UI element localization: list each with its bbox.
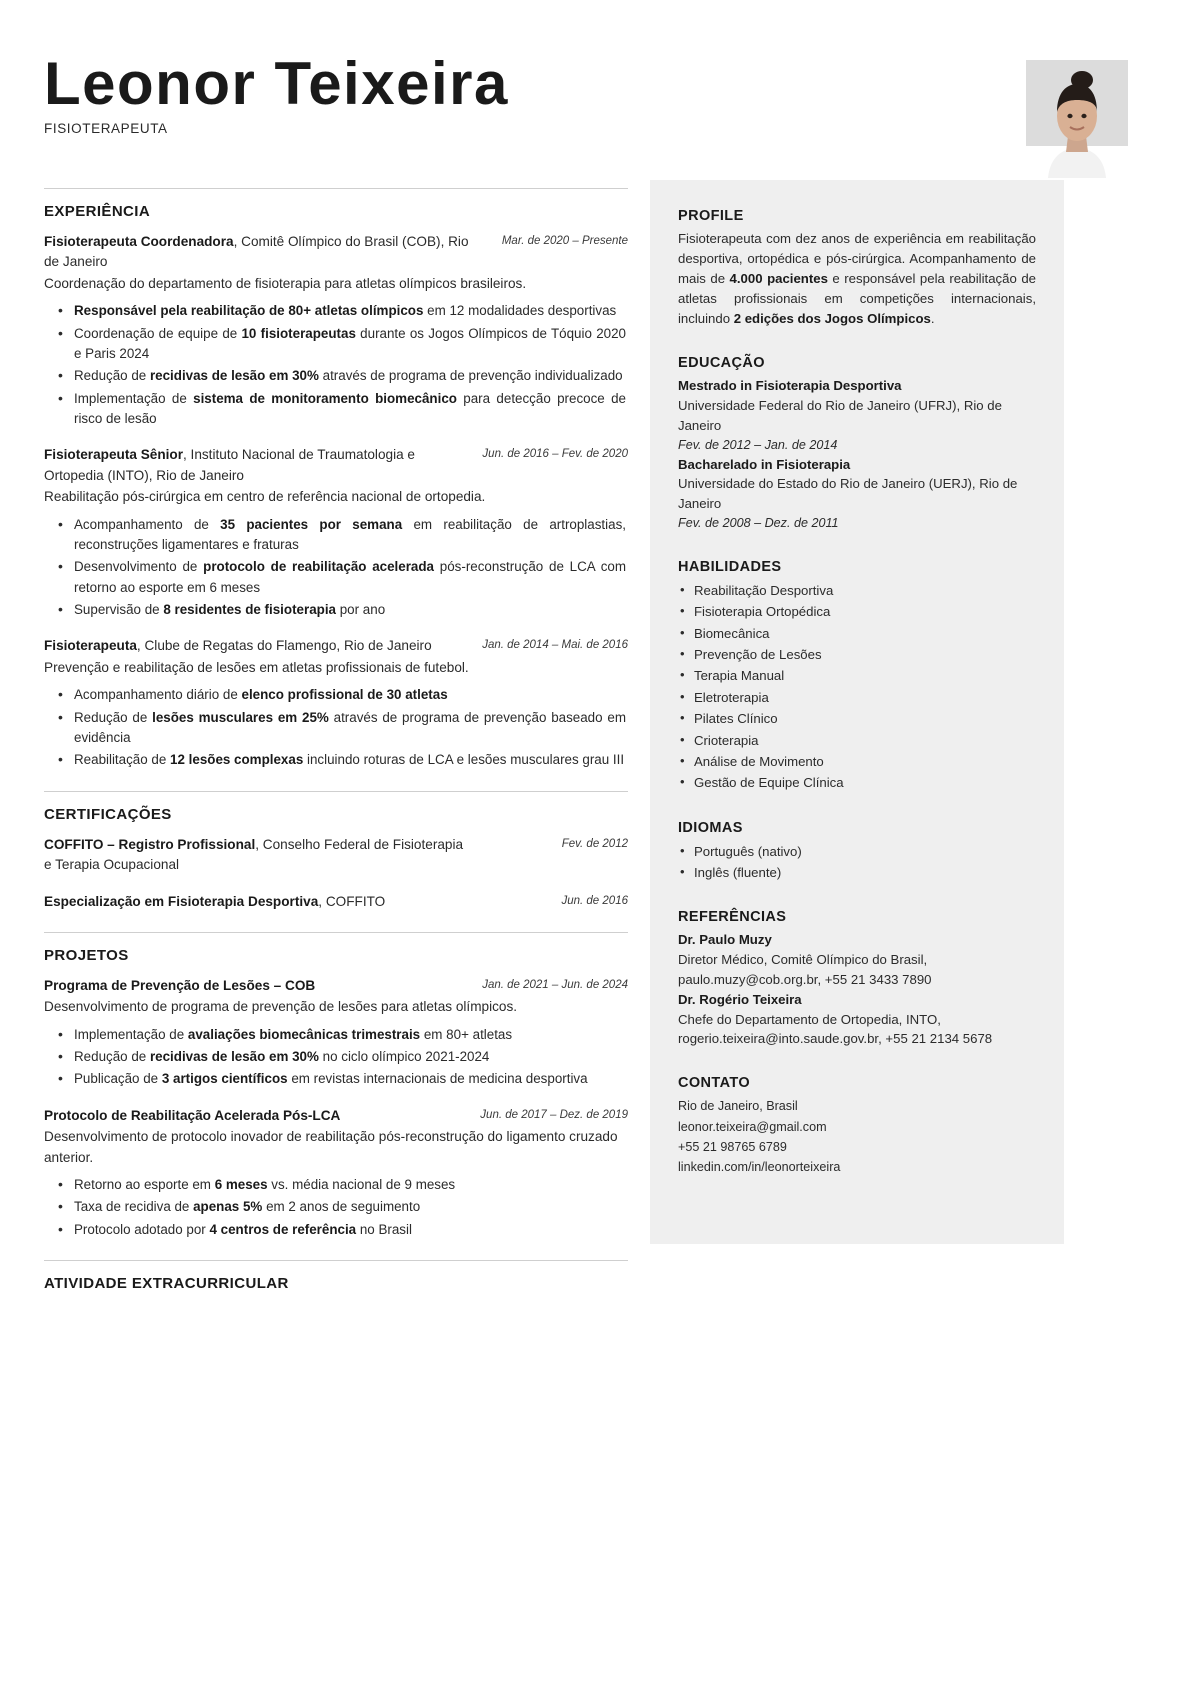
bullet-lead: Taxa de recidiva de — [74, 1199, 194, 1215]
list-item: • Crioterapia — [678, 730, 1036, 751]
bullet-lead: Reabilitação de — [74, 752, 171, 768]
entry-role: Fisioterapeuta — [44, 638, 137, 654]
entry-header — [44, 976, 628, 996]
avatar — [1026, 60, 1128, 178]
reference-role: Diretor Médico, Comitê Olímpico do Brasil, — [678, 952, 928, 968]
list-item: • Gestão de Equipe Clínica — [678, 772, 1036, 793]
bullet-rest: para detecção precoce de risco de lesão — [74, 390, 626, 427]
bullet-bold: apenas 5% — [193, 1199, 263, 1215]
contact-email[interactable]: leonor.teixeira@gmail.com — [678, 1119, 827, 1134]
entry-description: Desenvolvimento de programa de prevenção de lesões para atletas olímpicos. — [44, 999, 518, 1015]
entry-description: Desenvolvimento de protocolo inovador de reabilitação pós-reconstrução do ligamento cruzado anterior. — [44, 1129, 618, 1165]
bullet-bold: Responsável pela reabilitação de 80+ atletas olímpicos — [74, 303, 424, 319]
certification-entry — [44, 835, 628, 876]
profile-highlight-patients: 4.000 pacientes — [729, 271, 828, 287]
list-item — [44, 1220, 628, 1240]
entry-role: Fisioterapeuta Coordenadora — [44, 234, 234, 249]
list-item — [44, 366, 628, 386]
entry-bullet-list — [44, 1175, 628, 1240]
bullet-rest: em reabilitação de artroplastias, reconstruções ligamentares e fraturas — [74, 516, 626, 552]
skills-list — [678, 580, 1036, 794]
contact-linkedin[interactable]: linkedin.com/in/leonorteixeira — [678, 1160, 841, 1175]
sidebar-section-languages — [678, 820, 1036, 884]
sidebar-section-skills — [678, 559, 1036, 794]
list-item — [44, 1175, 628, 1195]
resume-body — [40, 180, 1150, 1304]
entry-role: COFFITO – Registro Profissional — [44, 836, 256, 852]
sidebar-heading-references: REFERÊNCIAS — [678, 909, 787, 926]
bullet-bold: lesões musculares em 25% — [152, 709, 329, 725]
entry-role: Especialização em Fisioterapia Desportiva — [44, 893, 319, 909]
bullet-bold: 3 artigos científicos — [161, 1071, 288, 1087]
section-divider — [44, 791, 628, 792]
entry-header — [44, 445, 628, 486]
reference-contact: rogerio.teixeira@into.saude.gov.br, +55 21 2134 5678 — [678, 1031, 993, 1047]
sidebar-section-profile — [678, 208, 1036, 329]
sidebar-section-references — [678, 909, 1036, 1049]
bullet-lead: Implementação de — [74, 390, 194, 406]
certification-entry — [44, 892, 628, 912]
entry-date: Mar. de 2020 – Presente — [501, 235, 628, 247]
bullet-rest: em revistas internacionais de medicina desportiva — [287, 1071, 588, 1087]
entry-role: Fisioterapeuta Sênior — [44, 447, 183, 463]
list-item: • Reabilitação Desportiva — [678, 580, 1036, 601]
section-heading-experience: EXPERIÊNCIA — [44, 203, 151, 220]
bullet-bold: 4 centros de referência — [209, 1221, 357, 1237]
education-date: Fev. de 2008 – Dez. de 2011 — [678, 515, 839, 530]
entry-org: , Clube de Regatas do Flamengo, Rio de Janeiro — [136, 638, 432, 654]
section-extracurricular — [40, 1260, 628, 1292]
reference-role: Chefe do Departamento de Ortopedia, INTO, — [678, 1011, 941, 1027]
portrait-photo-icon — [1026, 60, 1128, 178]
education-school: Universidade Federal do Rio de Janeiro (UFRJ), Rio de Janeiro — [678, 398, 1002, 433]
bullet-lead: Implementação de — [74, 1026, 188, 1042]
list-item — [44, 389, 628, 430]
entry-header — [44, 1106, 628, 1126]
reference-name: Dr. Paulo Muzy — [678, 932, 772, 948]
entry-org: , Comitê Olímpico do Brasil (COB), Rio de Janeiro — [44, 234, 469, 270]
list-item: • Biomecânica — [678, 623, 1036, 644]
reference-contact: paulo.muzy@cob.org.br, +55 21 3433 7890 — [678, 971, 932, 987]
entry-org: , Conselho Federal de Fisioterapia e Terapia Ocupacional — [44, 836, 464, 873]
section-heading-certifications: CERTIFICAÇÕES — [44, 805, 172, 823]
education-school: Universidade do Estado do Rio de Janeiro (UERJ), Rio de Janeiro — [678, 476, 1018, 512]
entry-date: Jun. de 2016 – Fev. de 2020 — [482, 448, 628, 461]
list-item: • Prevenção de Lesões — [678, 644, 1036, 665]
section-experience — [40, 188, 628, 771]
bullet-lead: Acompanhamento diário de — [74, 687, 242, 703]
sidebar-heading-languages: IDIOMAS — [678, 819, 743, 836]
sidebar-heading-profile: PROFILE — [678, 208, 744, 224]
entry-org: , COFFITO — [318, 893, 386, 909]
entry-date: Jun. de 2017 – Dez. de 2019 — [480, 1108, 628, 1121]
sidebar-heading-skills: HABILIDADES — [678, 558, 782, 575]
entry-role: Protocolo de Reabilitação Acelerada Pós-LCA — [44, 1107, 341, 1123]
entry-description: Reabilitação pós-cirúrgica em centro de referência nacional de ortopedia. — [44, 489, 486, 505]
bullet-bold: sistema de monitoramento biomecânico — [193, 390, 457, 406]
section-heading-extracurricular: ATIVIDADE EXTRACURRICULAR — [44, 1275, 289, 1293]
list-item: • Português (nativo) — [678, 841, 1036, 862]
entry-description: Prevenção e reabilitação de lesões em atletas profissionais de futebol. — [44, 659, 469, 675]
bullet-lead: Redução de — [74, 709, 153, 725]
bullet-bold: recidivas de lesão em 30% — [149, 368, 319, 384]
main-column — [40, 180, 636, 1304]
project-entry — [44, 976, 628, 1090]
reference-entry — [678, 930, 1036, 989]
list-item — [44, 324, 628, 365]
entry-title — [44, 892, 474, 912]
bullet-rest: através de programa de prevenção individualizado — [318, 368, 623, 384]
list-item — [44, 750, 628, 770]
section-divider — [44, 1260, 628, 1261]
bullet-rest: durante os Jogos Olímpicos de Tóquio 2020 e Paris 2024 — [74, 325, 626, 361]
entry-header — [44, 892, 628, 912]
bullet-lead: Supervisão de — [74, 602, 164, 618]
entry-title — [44, 976, 470, 996]
entry-bullet-list — [44, 301, 628, 429]
entry-title — [44, 1106, 468, 1126]
education-degree: Mestrado in Fisioterapia Desportiva — [678, 378, 902, 394]
bullet-rest: pós-reconstrução de LCA com retorno ao esporte em 6 meses — [74, 559, 627, 595]
entry-bullet-list — [44, 515, 628, 621]
profile-highlight-olympics: 2 edições dos Jogos Olímpicos — [733, 311, 931, 327]
reference-name: Dr. Rogério Teixeira — [678, 991, 802, 1007]
education-date: Fev. de 2012 – Jan. de 2014 — [678, 437, 838, 452]
entry-title — [44, 636, 470, 656]
bullet-bold: 35 pacientes por semana — [220, 516, 403, 532]
list-item: • Eletroterapia — [678, 687, 1036, 708]
contact-phone[interactable]: +55 21 98765 6789 — [678, 1139, 787, 1154]
list-item — [44, 1047, 628, 1067]
bullet-lead: Redução de — [74, 368, 150, 384]
profile-text-part1: Fisioterapeuta com dez anos de experiência em reabilitação desportiva, ortopédica e pós-cirúrgica. Acompanhamento de mais de — [678, 231, 1036, 287]
list-item: • Pilates Clínico — [678, 708, 1036, 729]
section-heading-projects: PROJETOS — [44, 946, 129, 964]
entry-title — [44, 445, 470, 486]
experience-entry — [44, 445, 628, 620]
bullet-rest: em 2 anos de seguimento — [262, 1199, 421, 1215]
page-title: Leonor Teixeira — [44, 50, 509, 117]
job-role-subtitle: FISIOTERAPEUTA — [44, 121, 168, 136]
bullet-rest: no Brasil — [356, 1221, 412, 1237]
section-divider — [44, 932, 628, 933]
bullet-rest: por ano — [336, 602, 386, 618]
bullet-lead: Publicação de — [74, 1071, 162, 1087]
bullet-bold: 6 meses — [214, 1177, 268, 1192]
entry-org: , Instituto Nacional de Traumatologia e Ortopedia (INTO), Rio de Janeiro — [44, 447, 415, 483]
resume-header — [40, 52, 1150, 180]
profile-text-part3: . — [930, 311, 935, 327]
entry-bullet-list — [44, 1025, 628, 1090]
bullet-rest: incluindo roturas de LCA e lesões musculares grau III — [303, 752, 625, 768]
bullet-lead: Protocolo adotado por — [74, 1221, 210, 1237]
bullet-rest: através de programa de prevenção baseado em evidência — [74, 709, 626, 745]
sidebar-section-contact — [678, 1075, 1036, 1178]
entry-description: Coordenação do departamento de fisioterapia para atletas olímpicos brasileiros. — [44, 275, 527, 291]
list-item — [44, 600, 628, 620]
entry-date: Jun. de 2016 — [561, 894, 628, 907]
entry-title — [44, 232, 474, 273]
list-item: • Análise de Movimento — [678, 751, 1036, 772]
entry-role: Programa de Prevenção de Lesões – COB — [44, 977, 316, 993]
list-item — [44, 708, 628, 749]
bullet-rest: no ciclo olímpico 2021-2024 — [318, 1049, 490, 1065]
entry-date: Jan. de 2021 – Jun. de 2024 — [482, 978, 628, 991]
entry-date: Fev. de 2012 — [561, 837, 628, 850]
experience-entry — [44, 232, 628, 429]
sidebar-heading-education: EDUCAÇÃO — [678, 355, 765, 372]
bullet-rest: em 80+ atletas — [420, 1026, 513, 1042]
section-certifications — [40, 791, 628, 912]
list-item — [44, 1069, 628, 1089]
bullet-lead: Acompanhamento de — [74, 516, 221, 532]
contact-location: Rio de Janeiro, Brasil — [678, 1099, 798, 1114]
languages-list — [678, 841, 1036, 884]
profile-text — [678, 229, 1036, 329]
bullet-rest: em 12 modalidades desportivas — [423, 303, 617, 319]
entry-date: Jan. de 2014 – Mai. de 2016 — [482, 639, 628, 652]
bullet-lead: Retorno ao esporte em — [74, 1177, 215, 1192]
list-item — [44, 515, 628, 556]
section-divider — [44, 188, 628, 189]
entry-header — [44, 232, 628, 273]
bullet-lead: Desenvolvimento de — [74, 559, 204, 575]
project-entry — [44, 1106, 628, 1240]
bullet-lead: Coordenação de equipe de — [74, 325, 242, 341]
list-item — [44, 301, 628, 321]
bullet-bold: recidivas de lesão em 30% — [149, 1049, 319, 1065]
sidebar-column — [650, 180, 1064, 1244]
reference-entry — [678, 990, 1036, 1049]
education-entry — [678, 455, 1036, 533]
profile-text-part2: e responsável pela reabilitação de atletas profissionais em competições internacionais, incluindo — [678, 271, 1036, 327]
bullet-bold: elenco profissional de 30 atletas — [241, 687, 448, 703]
entry-bullet-list — [44, 685, 628, 771]
bullet-lead: Redução de — [74, 1049, 150, 1065]
bullet-bold: 8 residentes de fisioterapia — [163, 602, 336, 618]
list-item — [44, 1197, 628, 1217]
section-projects — [40, 932, 628, 1240]
education-entry — [678, 376, 1036, 454]
bullet-bold: 12 lesões complexas — [170, 752, 304, 768]
entry-header — [44, 636, 628, 656]
bullet-bold: avaliações biomecânicas trimestrais — [187, 1026, 421, 1042]
list-item: • Fisioterapia Ortopédica — [678, 601, 1036, 622]
bullet-bold: 10 fisioterapeutas — [241, 325, 356, 341]
list-item — [44, 557, 628, 598]
list-item: • Terapia Manual — [678, 665, 1036, 686]
experience-entry — [44, 636, 628, 770]
entry-title — [44, 835, 474, 876]
sidebar-section-education — [678, 355, 1036, 533]
entry-header — [44, 835, 628, 876]
education-degree: Bacharelado in Fisioterapia — [678, 456, 851, 472]
bullet-bold: protocolo de reabilitação acelerada — [203, 559, 435, 575]
sidebar-heading-contact: CONTATO — [678, 1075, 751, 1092]
list-item — [44, 685, 628, 705]
list-item: • Inglês (fluente) — [678, 862, 1036, 883]
bullet-rest: vs. média nacional de 9 meses — [267, 1177, 456, 1192]
list-item — [44, 1025, 628, 1045]
